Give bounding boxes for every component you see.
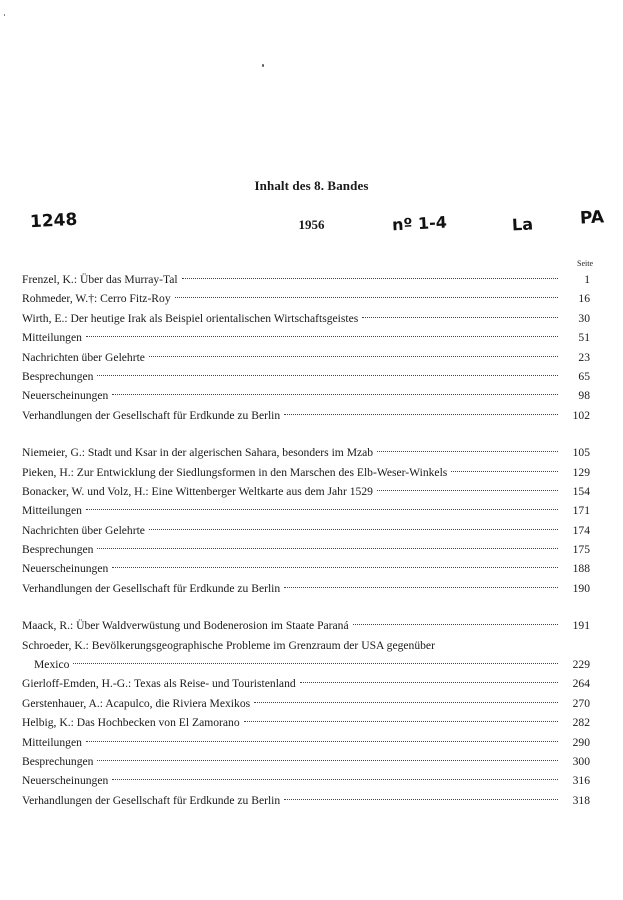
dot-leader bbox=[86, 509, 558, 510]
dot-leader bbox=[244, 721, 558, 722]
toc-entry bbox=[22, 482, 590, 501]
dot-leader bbox=[254, 702, 558, 703]
toc-entry bbox=[22, 406, 590, 425]
toc-entry-page: 154 bbox=[572, 484, 590, 498]
toc-entry bbox=[22, 270, 590, 289]
toc-group bbox=[22, 443, 590, 598]
dot-leader bbox=[300, 682, 558, 683]
toc-entry-page: 171 bbox=[572, 504, 590, 518]
dot-leader bbox=[284, 414, 558, 415]
toc-entry-page: 65 bbox=[578, 369, 590, 383]
toc-entry-title: Mitteilungen bbox=[22, 735, 82, 749]
toc-entry bbox=[22, 771, 590, 790]
toc-entry-page: 16 bbox=[578, 292, 590, 306]
toc-entry-page: 270 bbox=[572, 696, 590, 710]
toc-entry-page: 175 bbox=[572, 543, 590, 557]
toc-group bbox=[22, 616, 590, 810]
toc-entry-title: Nachrichten über Gelehrte bbox=[22, 350, 145, 364]
toc-group bbox=[22, 270, 590, 425]
toc-entry-page: 188 bbox=[572, 562, 590, 576]
dot-leader bbox=[175, 297, 558, 298]
dot-leader bbox=[182, 278, 558, 279]
dot-leader bbox=[112, 394, 558, 395]
dot-leader bbox=[451, 471, 558, 472]
dot-leader bbox=[112, 567, 558, 568]
dot-leader bbox=[377, 451, 558, 452]
toc-entry-title: Wirth, E.: Der heutige Irak als Beispiel orientalischen Wirtschaftsgeistes bbox=[22, 311, 359, 325]
toc-entry bbox=[22, 636, 590, 675]
toc-entry bbox=[22, 443, 590, 462]
toc-entry bbox=[22, 386, 590, 405]
toc-entry-page: 51 bbox=[578, 331, 590, 345]
scan-speck bbox=[4, 14, 5, 16]
toc-entry bbox=[22, 463, 590, 482]
toc-entry-title: Nachrichten über Gelehrte bbox=[22, 523, 145, 537]
dot-leader bbox=[97, 548, 558, 549]
handwritten-note-middle: nº 1-4 bbox=[391, 212, 448, 235]
toc-entry-page: 300 bbox=[572, 754, 590, 768]
toc-entry-title: Mitteilungen bbox=[22, 331, 82, 345]
dot-leader bbox=[149, 356, 558, 357]
toc-entry-page: 174 bbox=[572, 523, 590, 537]
toc-entry bbox=[22, 579, 590, 598]
dot-leader bbox=[284, 799, 558, 800]
dot-leader bbox=[73, 663, 558, 664]
toc-entry-page: 229 bbox=[572, 658, 590, 672]
toc-entry-title: Niemeier, G.: Stadt und Ksar in der algerischen Sahara, besonders im Mzab bbox=[22, 446, 374, 460]
toc-entry bbox=[22, 348, 590, 367]
toc-entry-page: 30 bbox=[578, 311, 590, 325]
toc-entry-title: Besprechungen bbox=[22, 369, 94, 383]
toc-entry-title: Rohmeder, W.†: Cerro Fitz-Roy bbox=[22, 292, 171, 306]
toc-entry-title: Maack, R.: Über Waldverwüstung und Bodenerosion im Staate Paraná bbox=[22, 619, 349, 633]
toc-entry bbox=[22, 328, 590, 347]
toc-entry-title: Helbig, K.: Das Hochbecken von El Zamorano bbox=[22, 716, 240, 730]
toc-entry-title: Verhandlungen der Gesellschaft für Erdkunde zu Berlin bbox=[22, 581, 281, 595]
toc-entry bbox=[22, 521, 590, 540]
toc-entry-page: 102 bbox=[572, 408, 590, 422]
toc-entry-title: Verhandlungen der Gesellschaft für Erdkunde zu Berlin bbox=[22, 793, 281, 807]
toc-entry-title: Frenzel, K.: Über das Murray-Tal bbox=[22, 273, 178, 286]
volume-year: 1956 bbox=[298, 217, 325, 232]
toc-entry bbox=[22, 674, 590, 693]
handwritten-note-left: 1248 bbox=[29, 209, 78, 233]
toc-entry bbox=[22, 501, 590, 520]
toc-entry-title: Pieken, H.: Zur Entwicklung der Siedlungsformen in den Marschen des Elb-Weser-Winkels bbox=[22, 465, 448, 479]
toc-entry-page: 316 bbox=[572, 774, 590, 788]
handwritten-note-right-2: PA bbox=[579, 207, 605, 229]
dot-leader bbox=[97, 375, 558, 376]
page-column-label: Seite bbox=[577, 259, 593, 268]
toc-entry-title: Mitteilungen bbox=[22, 504, 82, 518]
toc-entry-title: Bonacker, W. und Volz, H.: Eine Wittenberger Weltkarte aus dem Jahr 1529 bbox=[22, 484, 373, 498]
toc-entry-page: 282 bbox=[572, 716, 590, 730]
toc-entry-title: Gerstenhauer, A.: Acapulco, die Riviera Mexikos bbox=[22, 696, 251, 710]
toc-entry-title: Besprechungen bbox=[22, 543, 94, 557]
toc-entry bbox=[22, 309, 590, 328]
scan-speck bbox=[262, 64, 264, 67]
toc-entry bbox=[22, 289, 590, 308]
dot-leader bbox=[362, 317, 558, 318]
toc-entry bbox=[22, 367, 590, 386]
toc-entry-title: Neuerscheinungen bbox=[22, 774, 109, 788]
dot-leader bbox=[149, 529, 558, 530]
toc-entry-title: Schroeder, K.: Bevölkerungsgeographische Probleme im Grenzraum der USA gegenüber bbox=[22, 638, 435, 652]
handwritten-note-right-1: La bbox=[511, 214, 534, 235]
dot-leader bbox=[86, 741, 558, 742]
toc-entry bbox=[22, 540, 590, 559]
toc-entry-page: 129 bbox=[572, 465, 590, 479]
dot-leader bbox=[377, 490, 558, 491]
toc-entry-page: 98 bbox=[578, 389, 590, 403]
toc-entry bbox=[22, 791, 590, 810]
dot-leader bbox=[86, 336, 558, 337]
dot-leader bbox=[112, 779, 558, 780]
toc-entry-continuation: Mexico bbox=[34, 658, 70, 672]
table-of-contents bbox=[22, 270, 590, 828]
toc-entry-title: Verhandlungen der Gesellschaft für Erdkunde zu Berlin bbox=[22, 408, 281, 422]
toc-entry-title: Neuerscheinungen bbox=[22, 562, 109, 576]
page-title: Inhalt des 8. Bandes bbox=[254, 178, 369, 193]
toc-entry-continuation-line bbox=[22, 655, 590, 674]
dot-leader bbox=[353, 624, 558, 625]
toc-entry-page: 105 bbox=[572, 446, 590, 460]
toc-entry-page: 1 bbox=[584, 273, 590, 286]
toc-entry-page: 190 bbox=[572, 581, 590, 595]
toc-entry-title: Besprechungen bbox=[22, 754, 94, 768]
toc-entry bbox=[22, 752, 590, 771]
toc-entry bbox=[22, 713, 590, 732]
toc-entry bbox=[22, 616, 590, 635]
toc-entry-title: Neuerscheinungen bbox=[22, 389, 109, 403]
dot-leader bbox=[97, 760, 558, 761]
toc-entry-page: 264 bbox=[572, 677, 590, 691]
toc-entry bbox=[22, 733, 590, 752]
toc-entry-page: 318 bbox=[572, 793, 590, 807]
toc-entry-page: 290 bbox=[572, 735, 590, 749]
toc-entry-title: Gierloff-Emden, H.-G.: Texas als Reise- und Touristenland bbox=[22, 677, 296, 691]
toc-entry-page: 191 bbox=[572, 619, 590, 633]
toc-entry bbox=[22, 559, 590, 578]
toc-entry-page: 23 bbox=[578, 350, 590, 364]
toc-entry bbox=[22, 694, 590, 713]
dot-leader bbox=[284, 587, 558, 588]
